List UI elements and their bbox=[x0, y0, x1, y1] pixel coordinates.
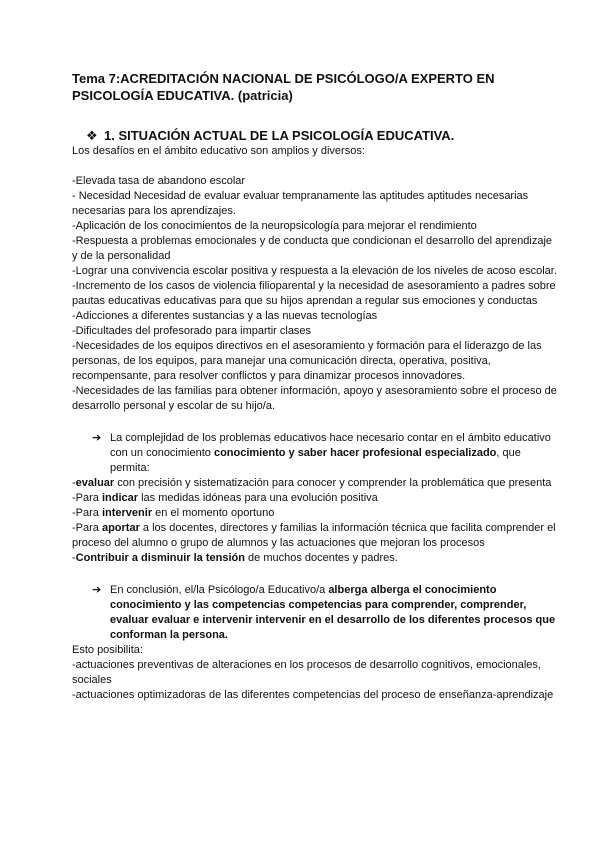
complexity-text: La complejidad de los problemas educativos hace necesario contar en el ámbito educativo con un conocimiento bbox=[110, 432, 551, 459]
document-title: Tema 7:ACREDITACIÓN NACIONAL DE PSICÓLOGO/A EXPERTO EN PSICOLOGÍA EDUCATIVA. (patricia) bbox=[72, 71, 495, 103]
permit-bold: evaluar bbox=[75, 477, 115, 489]
permit-prefix: -Para bbox=[72, 492, 102, 504]
complexity-tail: , que permita: bbox=[110, 447, 521, 474]
permit-prefix: - bbox=[72, 477, 76, 489]
permit-bold: indicar bbox=[101, 492, 139, 504]
challenge-item: -Adicciones a diferentes sustancias y a las nuevas tecnologías bbox=[72, 310, 378, 322]
arrow-bullet-icon: ➔ bbox=[92, 432, 102, 444]
conclusion-text: En conclusión, el/la Psicólogo/a Educativo/a bbox=[110, 584, 329, 596]
permit-bold: aportar bbox=[101, 522, 140, 534]
challenge-item: -Aplicación de los conocimientos de la neuropsicología para mejorar el rendimiento bbox=[72, 220, 477, 232]
challenge-item: -Elevada tasa de abandono escolar bbox=[72, 175, 246, 187]
possibility-item: -actuaciones preventivas de alteraciones en los procesos de desarrollo cognitivos, emocionales, sociales bbox=[72, 659, 541, 686]
section-heading bbox=[72, 127, 560, 144]
permit-bold: intervenir bbox=[101, 507, 153, 519]
challenge-item: -Dificultades del profesorado para impartir clases bbox=[72, 325, 312, 337]
section-intro: Los desafíos en el ámbito educativo son amplios y diversos: bbox=[72, 145, 365, 157]
permit-text: a los docentes, directores y familias la información técnica que facilita comprender el proceso del alumno o grupo de alumnos y las actuaciones que mejoran los procesos bbox=[72, 522, 556, 549]
challenge-item: -Respuesta a problemas emocionales y de conducta que condicionan el desarrollo del aprendizaje y de la personalidad bbox=[72, 235, 553, 262]
permit-item bbox=[72, 506, 560, 521]
challenge-item: -Incremento de los casos de violencia filioparental y la necesidad de asesoramiento a padres sobre pautas educativas educativas para que su hijos aprendan a regular sus emociones y conductas bbox=[72, 280, 556, 307]
possibilities-intro: Esto posibilita: bbox=[72, 644, 143, 656]
arrow-bullet-icon: ➔ bbox=[92, 584, 102, 596]
permit-item bbox=[72, 521, 560, 551]
possibility-item: -actuaciones optimizadoras de las diferentes competencias del proceso de enseñanza-aprendizaje bbox=[72, 689, 554, 701]
challenge-item: -Necesidades de las familias para obtener información, apoyo y asesoramiento sobre el proceso de desarrollo personal y escolar de su hijo/a. bbox=[72, 385, 557, 412]
permit-prefix: - bbox=[72, 552, 76, 564]
diamond-bullet-icon: ❖ bbox=[86, 128, 98, 143]
permit-item bbox=[72, 476, 560, 491]
complexity-bold: conocimiento y saber hacer profesional especializado bbox=[213, 447, 497, 459]
permit-item bbox=[72, 551, 560, 566]
challenge-item: -Lograr una convivencia escolar positiva y respuesta a la elevación de los niveles de acoso escolar. bbox=[72, 265, 557, 277]
arrow-paragraph-conclusion bbox=[72, 583, 560, 643]
permit-text: con precisión y sistematización para conocer y comprender la problemática que presenta bbox=[114, 477, 552, 489]
permit-text: de muchos docentes y padres. bbox=[244, 552, 398, 564]
challenge-item: -Necesidades de los equipos directivos en el asesoramiento y formación para el liderazgo de las personas, de los equipos, para manejar una comunicación directa, operativa, positiva, recompensante, para resolver conflictos y para dinamizar procesos innovadores. bbox=[72, 340, 542, 382]
arrow-paragraph-complexity bbox=[72, 431, 560, 476]
permit-prefix: -Para bbox=[72, 507, 102, 519]
permit-prefix: -Para bbox=[72, 522, 102, 534]
permit-bold: Contribuir a disminuir la tensión bbox=[75, 552, 245, 564]
challenge-item: - Necesidad Necesidad de evaluar evaluar tempranamente las aptitudes aptitudes necesarias necesarias para los aprendizajes. bbox=[72, 190, 529, 217]
section-heading-text: 1. SITUACIÓN ACTUAL DE LA PSICOLOGÍA EDUCATIVA. bbox=[104, 128, 455, 143]
permit-text: las medidas idóneas para una evolución positiva bbox=[138, 492, 378, 504]
conclusion-bold: alberga alberga el conocimiento conocimiento y las competencias competencias para comprender, comprender, evaluar evaluar e intervenir intervenir en el desarrollo de los diferentes procesos que conforman la persona. bbox=[110, 584, 556, 641]
permit-item bbox=[72, 491, 560, 506]
permit-text: en el momento oportuno bbox=[152, 507, 275, 519]
